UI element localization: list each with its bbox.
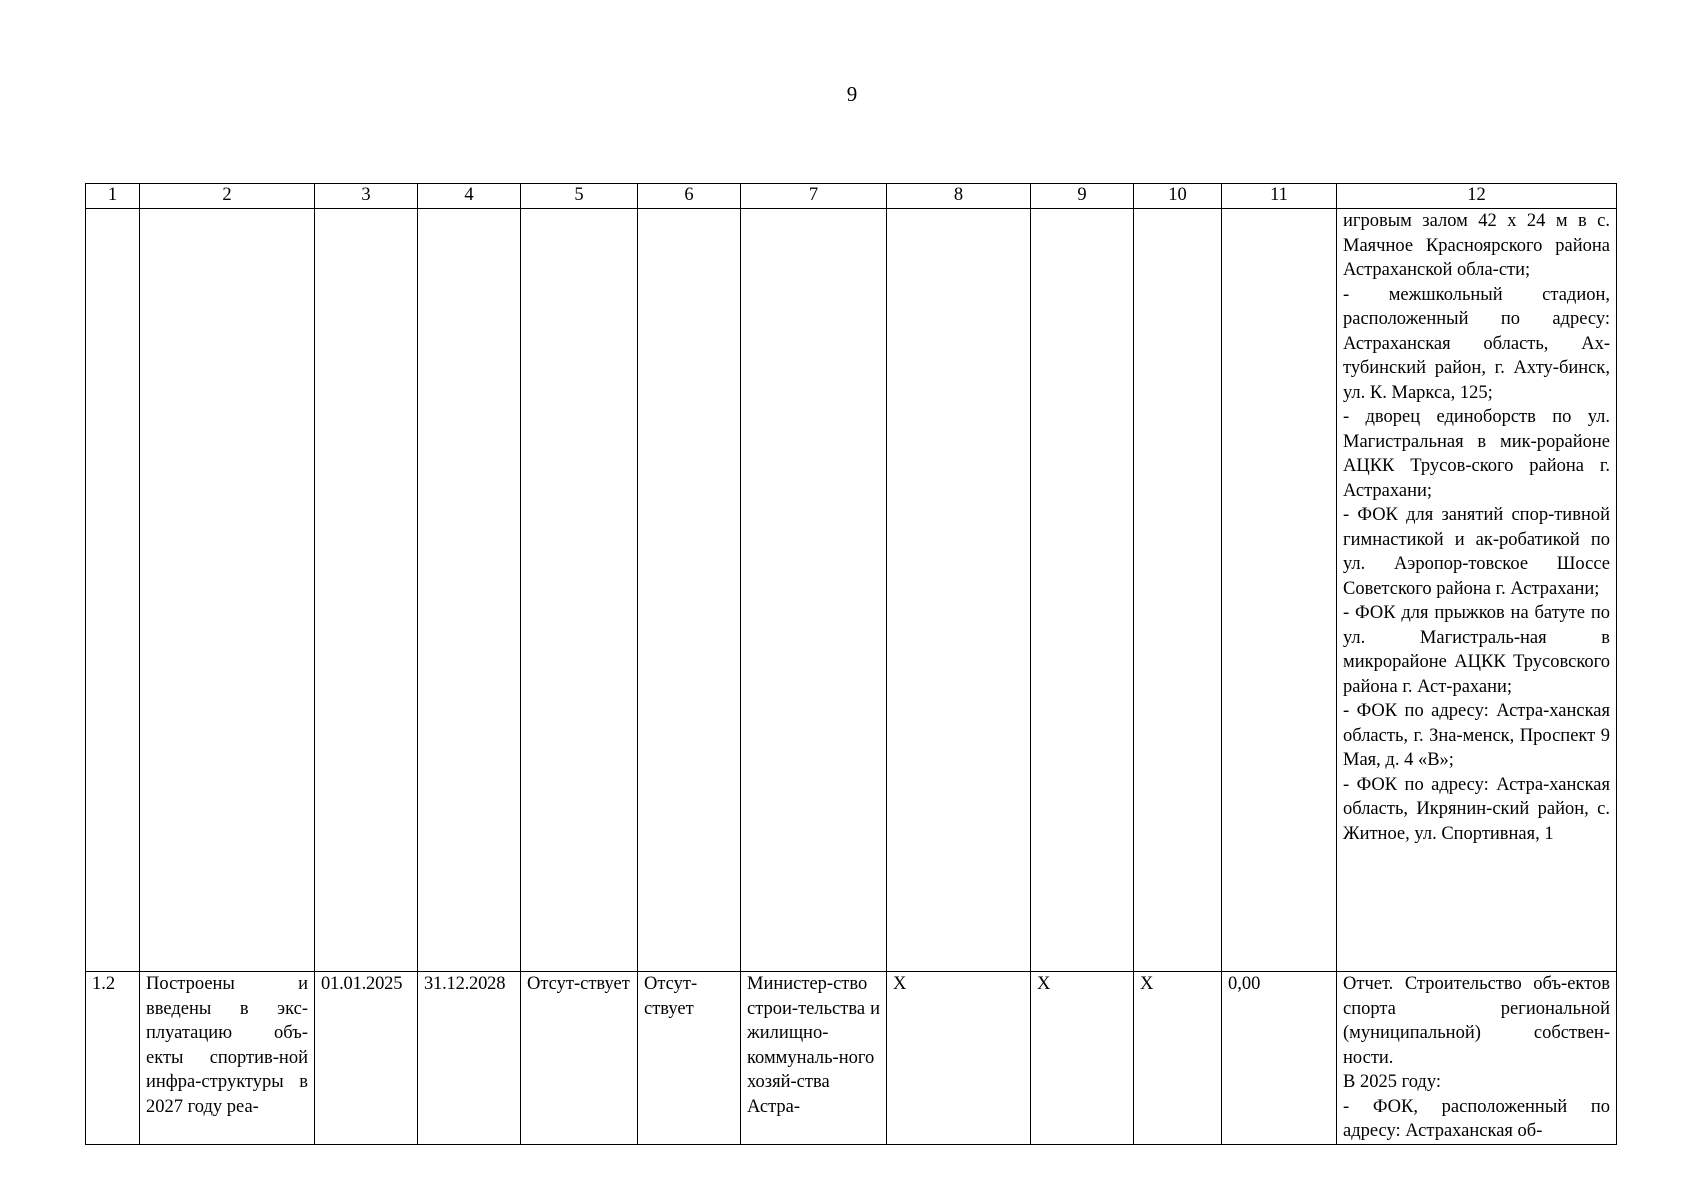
col-header: 9: [1031, 184, 1134, 209]
header-row: [86, 184, 1617, 209]
start-date-cell: 01.01.2025: [315, 972, 418, 1145]
empty-cell: [418, 209, 521, 972]
plan-table: [85, 183, 1617, 1145]
col-header: 3: [315, 184, 418, 209]
text-line: игровым залом 42 х 24 м в с. Маячное Красноярского района Астраханской обла-сти;: [1343, 211, 1610, 280]
result-name-cell: Построены и введены в экс-плуатацию объ-екты спортив-ной инфра-структуры в 2027 году реа-: [140, 972, 315, 1145]
empty-cell: [1134, 209, 1222, 972]
empty-cell: [140, 209, 315, 972]
text-line: - дворец единоборств по ул. Магистральная в мик-рорайоне АЦКК Трусов-ского района г. Астрахани;: [1343, 407, 1610, 501]
row-number: 1.2: [86, 972, 140, 1145]
col-header: 11: [1222, 184, 1337, 209]
col-header: 8: [887, 184, 1031, 209]
col-header: 1: [86, 184, 140, 209]
empty-cell: [741, 209, 887, 972]
text-line: - ФОК для занятий спор-тивной гимнастикой и ак-робатикой по ул. Аэропор-товское Шоссе Советского района г. Астрахани;: [1343, 505, 1610, 599]
col-header: 2: [140, 184, 315, 209]
page-number: 9: [846, 82, 858, 106]
col-header: 6: [638, 184, 741, 209]
empty-cell: [315, 209, 418, 972]
objects-list-cell: [1337, 209, 1617, 972]
budget-cell: 0,00: [1222, 972, 1337, 1145]
col-header: 12: [1337, 184, 1617, 209]
text-line: - ФОК для прыжков на батуте по ул. Магистраль-ная в микрорайоне АЦКК Трусовского района г. Аст-рахани;: [1343, 603, 1610, 697]
end-date-cell: 31.12.2028: [418, 972, 521, 1145]
text-line: Отчет. Строительство объ-ектов спорта региональной (муниципальной) собствен-ности.: [1343, 974, 1610, 1068]
continuation-row: [86, 209, 1617, 972]
report-cell: [1337, 972, 1617, 1145]
col-header: 7: [741, 184, 887, 209]
text-line: В 2025 году:: [1343, 1072, 1441, 1092]
empty-cell: [638, 209, 741, 972]
col-header: 4: [418, 184, 521, 209]
col5-cell: Отсут-ствует: [521, 972, 638, 1145]
col8-cell: X: [887, 972, 1031, 1145]
empty-cell: [521, 209, 638, 972]
text-line: - ФОК по адресу: Астра-ханская область, Икрянин-ский район, с. Житное, ул. Спортивная, 1: [1343, 774, 1610, 844]
text-line: - ФОК по адресу: Астра-ханская область, г. Зна-менск, Проспект 9 Мая, д. 4 «В»;: [1343, 701, 1610, 770]
col-header: 5: [521, 184, 638, 209]
col6-cell: Отсут-ствует: [638, 972, 741, 1145]
responsible-cell: Министер-ство строи-тельства и жилищно-коммуналь-ного хозяй-ства Астра-: [741, 972, 887, 1145]
col9-cell: X: [1031, 972, 1134, 1145]
table-row: [86, 972, 1617, 1145]
empty-cell: [887, 209, 1031, 972]
empty-cell: [86, 209, 140, 972]
text-line: - межшкольный стадион, расположенный по адресу: Астраханская область, Ах-тубинский район, г. Ахту-бинск, ул. К. Маркса, 125;: [1343, 284, 1610, 403]
empty-cell: [1222, 209, 1337, 972]
empty-cell: [1031, 209, 1134, 972]
col-header: 10: [1134, 184, 1222, 209]
text-line: - ФОК, расположенный по адресу: Астраханская об-: [1343, 1096, 1610, 1141]
col10-cell: X: [1134, 972, 1222, 1145]
